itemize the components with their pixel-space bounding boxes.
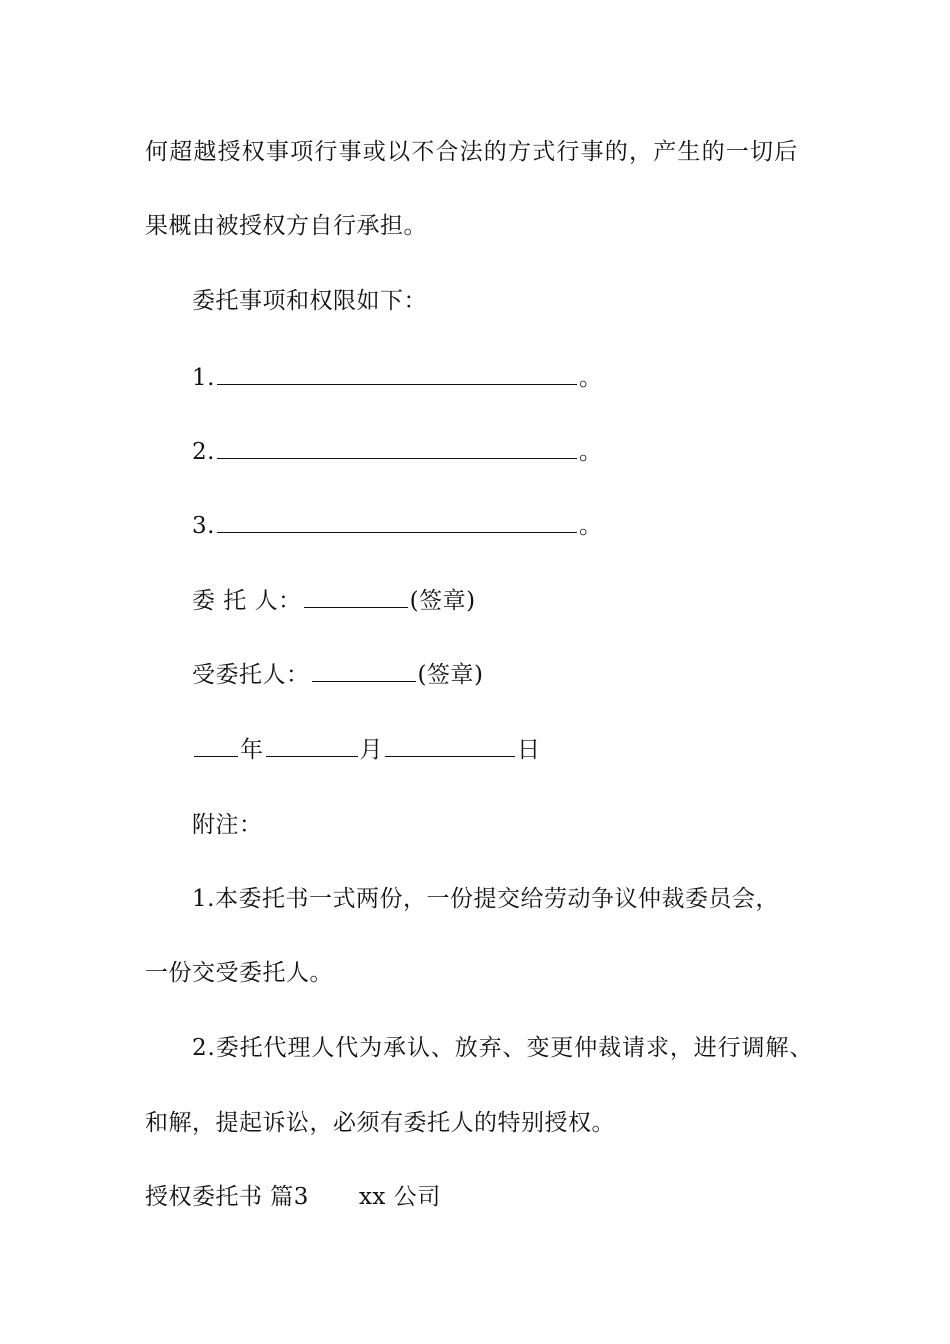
agent-blank (312, 659, 416, 682)
items-heading: 委托事项和权限如下： (192, 288, 427, 314)
month-label: 月 (359, 737, 383, 763)
principal-row (192, 585, 476, 616)
note-2-line: 2.委托代理人代为承认、放弃、变更仲裁请求，进行调解、 (192, 1035, 814, 1061)
item-blank (217, 362, 577, 385)
note-1-line: 一份交受委托人。 (145, 960, 333, 986)
item-blank (217, 510, 577, 533)
note-2-line: 和解，提起诉讼，必须有委托人的特别授权。 (145, 1110, 615, 1136)
paragraph-line: 果概由被授权方自行承担。 (145, 213, 427, 239)
item-row-2 (192, 436, 602, 467)
agent-sign-label: (签章) (417, 662, 484, 688)
footer-title: 授权委托书 篇3 (145, 1184, 309, 1210)
item-row-3 (192, 510, 602, 541)
item-end: 。 (578, 439, 603, 465)
principal-label: 委 托 人： (192, 588, 302, 614)
year-label: 年 (240, 737, 264, 763)
date-row (192, 734, 541, 765)
principal-sign-label: (签章) (409, 588, 476, 614)
item-end: 。 (578, 513, 603, 539)
item-row-1 (192, 362, 602, 393)
paragraph-line: 何超越授权事项行事或以不合法的方式行事的，产生的一切后 (145, 139, 799, 165)
note-1-line: 1.本委托书一式两份，一份提交给劳动争议仲裁委员会， (192, 886, 779, 912)
year-blank (194, 734, 238, 757)
month-blank (266, 734, 358, 757)
agent-row (192, 659, 483, 690)
item-end: 。 (578, 365, 603, 391)
agent-label: 受委托人： (192, 662, 310, 688)
footer-company: xx 公司 (358, 1184, 441, 1210)
item-blank (217, 436, 577, 459)
principal-blank (304, 585, 408, 608)
item-number: 1. (192, 365, 215, 391)
notes-heading: 附注： (192, 812, 263, 838)
item-number: 3. (192, 513, 215, 539)
footer-heading (145, 1182, 441, 1212)
day-blank (385, 734, 515, 757)
item-number: 2. (192, 439, 215, 465)
day-label: 日 (517, 737, 541, 763)
